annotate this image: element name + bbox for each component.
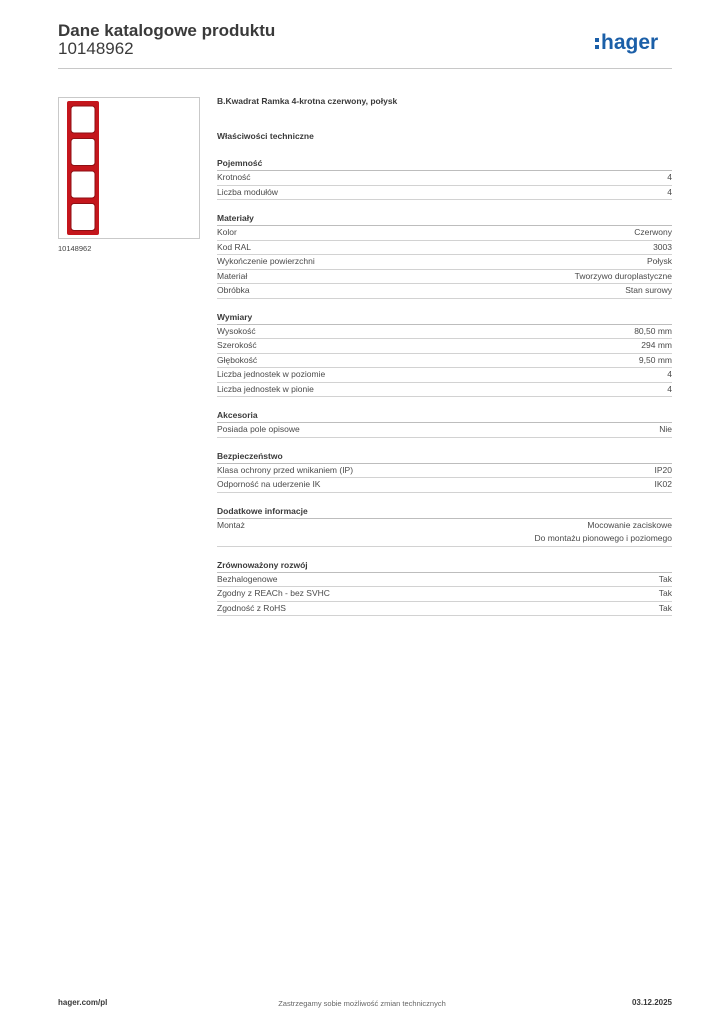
spec-value bbox=[575, 270, 672, 284]
spec-value-line: Nie bbox=[659, 424, 672, 434]
spec-label: Kolor bbox=[217, 227, 237, 237]
spec-row bbox=[217, 226, 672, 241]
spec-label: Zgodny z REACh - bez SVHC bbox=[217, 588, 330, 598]
frame-opening bbox=[71, 171, 95, 198]
spec-row bbox=[217, 478, 672, 493]
section-title: Akcesoria bbox=[217, 408, 672, 423]
spec-value-line: IK02 bbox=[654, 479, 672, 489]
spec-label: Głębokość bbox=[217, 354, 258, 365]
document-title: Dane katalogowe produktu bbox=[58, 21, 276, 40]
spec-row bbox=[217, 368, 672, 383]
spec-row bbox=[217, 270, 672, 285]
section-title: Bezpieczeństwo bbox=[217, 449, 672, 464]
spec-row bbox=[217, 519, 672, 547]
spec-row bbox=[217, 587, 672, 602]
spec-value-line: 80,50 mm bbox=[634, 325, 672, 336]
spec-label: Wykończenie powierzchni bbox=[217, 256, 315, 266]
spec-section bbox=[217, 408, 672, 438]
spec-row bbox=[217, 423, 672, 438]
spec-section bbox=[217, 449, 672, 493]
spec-value bbox=[667, 383, 672, 397]
spec-value-line: 294 mm bbox=[641, 340, 672, 350]
spec-value-line: Czerwony bbox=[634, 227, 672, 237]
spec-value bbox=[655, 464, 673, 478]
frame-illustration bbox=[59, 98, 199, 238]
spec-label: Bezhalogenowe bbox=[217, 573, 278, 584]
spec-value bbox=[653, 241, 672, 255]
spec-value-line: Tak bbox=[658, 573, 672, 584]
section-title: Zrównoważony rozwój bbox=[217, 558, 672, 573]
spec-row bbox=[217, 383, 672, 398]
spec-section bbox=[217, 211, 672, 299]
spec-value bbox=[659, 602, 672, 616]
spec-value-line: Mocowanie zaciskowe bbox=[587, 519, 672, 530]
spec-value-line: 9,50 mm bbox=[638, 354, 672, 365]
spec-value-line: 4 bbox=[667, 186, 672, 197]
spec-row bbox=[217, 464, 672, 479]
spec-sections bbox=[217, 156, 672, 616]
section-title: Materiały bbox=[217, 211, 672, 226]
spec-row bbox=[217, 255, 672, 270]
spec-value-line: 3003 bbox=[653, 241, 672, 252]
spec-row bbox=[217, 354, 672, 369]
spec-row bbox=[217, 284, 672, 299]
spec-value-line: Połysk bbox=[646, 256, 672, 266]
spec-label: Liczba jednostek w pionie bbox=[217, 383, 314, 394]
frame-opening bbox=[71, 106, 95, 133]
spec-value-line: IP20 bbox=[654, 464, 672, 475]
spec-row bbox=[217, 241, 672, 256]
spec-row bbox=[217, 602, 672, 617]
footer-disclaimer: Zastrzegamy sobie możliwość zmian technicznych bbox=[278, 999, 446, 1008]
spec-label: Wysokość bbox=[217, 325, 256, 336]
spec-row bbox=[217, 171, 672, 186]
spec-value bbox=[639, 354, 672, 368]
spec-value bbox=[625, 284, 672, 298]
spec-value bbox=[667, 171, 672, 185]
spec-value bbox=[667, 368, 672, 382]
product-code: 10148962 bbox=[58, 39, 134, 58]
spec-row bbox=[217, 325, 672, 340]
spec-value-line: Stan surowy bbox=[625, 285, 672, 295]
spec-value-line: Tak bbox=[658, 602, 672, 613]
product-spec-panel bbox=[217, 96, 672, 616]
product-name: B.Kwadrat Ramka 4-krotna czerwony, połysk bbox=[217, 96, 398, 106]
spec-label: Klasa ochrony przed wnikaniem (IP) bbox=[217, 464, 354, 475]
spec-row bbox=[217, 573, 672, 588]
spec-section bbox=[217, 156, 672, 200]
spec-row bbox=[217, 186, 672, 201]
spec-label: Montaż bbox=[217, 519, 245, 530]
section-title: Dodatkowe informacje bbox=[217, 504, 672, 519]
header-divider bbox=[58, 68, 672, 69]
spec-label: Materiał bbox=[217, 270, 248, 281]
spec-value bbox=[655, 478, 673, 492]
spec-value bbox=[634, 226, 672, 240]
spec-section bbox=[217, 310, 672, 398]
technical-properties-heading: Właściwości techniczne bbox=[217, 131, 314, 141]
spec-label: Liczba modułów bbox=[217, 186, 278, 197]
spec-value-line: 4 bbox=[667, 369, 672, 379]
spec-label: Szerokość bbox=[217, 340, 257, 350]
spec-value bbox=[667, 186, 672, 200]
spec-value bbox=[634, 325, 672, 339]
spec-label: Krotność bbox=[217, 172, 251, 182]
spec-section bbox=[217, 504, 672, 547]
spec-value bbox=[659, 573, 672, 587]
spec-value bbox=[659, 587, 672, 601]
footer-date: 03.12.2025 bbox=[631, 998, 672, 1007]
hager-logo bbox=[594, 26, 674, 60]
spec-value-line: Do montażu pionowego i poziomego bbox=[534, 533, 672, 543]
spec-value bbox=[641, 339, 672, 353]
spec-label: Zgodność z RoHS bbox=[217, 602, 286, 613]
product-image bbox=[58, 97, 200, 239]
spec-value-line: Tak bbox=[658, 588, 672, 598]
spec-section bbox=[217, 558, 672, 617]
spec-value bbox=[647, 255, 672, 269]
spec-label: Obróbka bbox=[217, 285, 250, 295]
section-title: Wymiary bbox=[217, 310, 672, 325]
spec-label: Odporność na uderzenie IK bbox=[217, 479, 321, 489]
spec-label: Liczba jednostek w poziomie bbox=[217, 369, 326, 379]
section-title: Pojemność bbox=[217, 156, 672, 171]
footer-website[interactable]: hager.com/pl bbox=[58, 998, 108, 1007]
spec-value-line: 4 bbox=[667, 383, 672, 394]
product-image-caption: 10148962 bbox=[58, 244, 92, 253]
spec-value-line: Tworzywo duroplastyczne bbox=[574, 270, 672, 281]
svg-text:hager: hager bbox=[601, 31, 659, 54]
spec-label: Posiada pole opisowe bbox=[217, 424, 300, 434]
spec-value-line: 4 bbox=[667, 172, 672, 182]
frame-opening bbox=[71, 204, 95, 231]
spec-row bbox=[217, 339, 672, 354]
spec-value bbox=[534, 519, 672, 546]
spec-value bbox=[659, 423, 672, 437]
spec-label: Kod RAL bbox=[217, 241, 252, 252]
frame-opening bbox=[71, 139, 95, 166]
